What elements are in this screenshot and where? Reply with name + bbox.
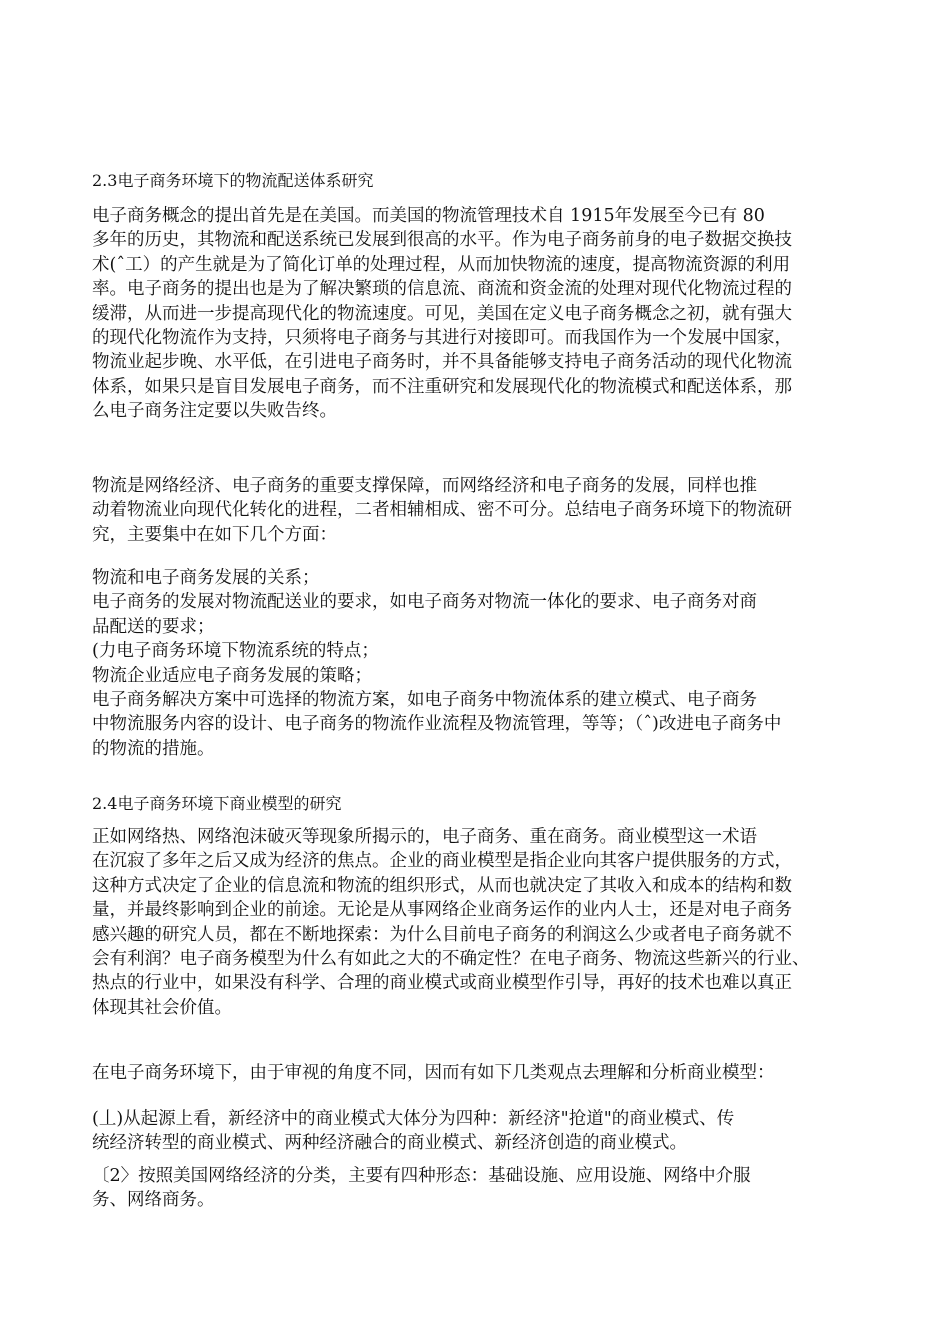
text-line: 术(ˆ工）的产生就是为了简化订单的处理过程，从而加快物流的速度，提高物流资源的利用 [92, 254, 791, 275]
text-line: 量，并最终影响到企业的前途。无论是从事网络企业商务运作的业内人士，还是对电子商务 [92, 900, 792, 921]
text-line: 体系，如果只是盲目发展电子商务，而不注重研究和发展现代化的物流模式和配送体系，那 [92, 376, 792, 397]
text-line: 感兴趣的研究人员，都在不断地探索：为什么目前电子商务的利润这么少或者电子商务就不 [92, 924, 792, 945]
paragraph-business-model [92, 825, 860, 1020]
research-topic-list [92, 566, 860, 761]
list-item: 中物流服务内容的设计、电子商务的物流作业流程及物流管理，等等；（ˆ)改进电子商务中 [92, 714, 782, 735]
list-item: (力电子商务环境下物流系统的特点； [92, 641, 379, 662]
text-line: 么电子商务注定要以失败告终。 [92, 401, 337, 422]
text-line: 物流是网络经济、电子商务的重要支撑保障，而网络经济和电子商务的发展，同样也推 [92, 476, 757, 496]
paragraph-viewpoint-origin [92, 1107, 860, 1156]
text-line: 究，主要集中在如下几个方面： [92, 524, 337, 545]
text-line: 统经济转型的商业模式、两种经济融合的商业模式、新经济创造的商业模式。 [92, 1133, 687, 1154]
text-line: 〔2〉按照美国网络经济的分类，主要有四种形态：基础设施、应用设施、网络中介服 [92, 1166, 751, 1186]
list-item: 物流企业适应电子商务发展的策略； [92, 665, 372, 686]
text-line: 多年的历史，其物流和配送系统已发展到很高的水平。作为电子商务前身的电子数据交换技 [92, 230, 792, 251]
section-heading-2-4: 2.4电子商务环境下商业模型的研究 [92, 794, 342, 813]
text-line: 缓滞，从而进一步提高现代化的物流速度。可见，美国在定义电子商务概念之初，就有强大 [92, 303, 792, 324]
list-item: 电子商务解决方案中可选择的物流方案，如电子商务中物流体系的建立模式、电子商务 [92, 690, 757, 711]
list-item: 电子商务的发展对物流配送业的要求，如电子商务对物流一体化的要求、电子商务对商 [92, 592, 757, 613]
text-line: 务、网络商务。 [92, 1190, 215, 1211]
text-line: 会有利润？电子商务模型为什么有如此之大的不确定性？在电子商务、物流这些新兴的行业、 [92, 949, 810, 970]
text-line: 这种方式决定了企业的信息流和物流的组织形式，从而也就决定了其收入和成本的结构和数 [92, 875, 792, 896]
text-line: 的现代化物流作为支持，只须将电子商务与其进行对接即可。而我国作为一个发展中国家， [92, 328, 792, 349]
list-item: 品配送的要求； [92, 616, 215, 637]
section-heading-2-3: 2.3电子商务环境下的物流配送体系研究 [92, 171, 374, 190]
text-line: 动着物流业向现代化转化的进程，二者相辅相成、密不可分。总结电子商务环境下的物流研 [92, 500, 792, 521]
text-line: 热点的行业中，如果没有科学、合理的商业模式或商业模型作引导，再好的技术也难以真正 [92, 973, 792, 994]
paragraph-logistics-support [92, 474, 860, 547]
paragraph-us-logistics [92, 204, 860, 424]
text-line: 物流业起步晚、水平低，在引进电子商务时，并不具备能够支持电子商务活动的现代化物流 [92, 352, 792, 373]
list-item: 物流和电子商务发展的关系； [92, 568, 320, 588]
text-line: 率。电子商务的提出也是为了解决繁琐的信息流、商流和资金流的处理对现代化物流过程的 [92, 279, 792, 300]
text-line: 在电子商务环境下，由于审视的角度不同，因而有如下几类观点去理解和分析商业模型： [92, 1063, 775, 1083]
paragraph-viewpoint-us-economy [92, 1164, 860, 1213]
list-item: 的物流的措施。 [92, 738, 215, 759]
text-line: (丄)从起源上看，新经济中的商业模式大体分为四种：新经济"抢道"的商业模式、传 [92, 1109, 735, 1129]
text-line: 体现其社会价值。 [92, 997, 232, 1018]
text-line: 电子商务概念的提出首先是在美国。而美国的物流管理技术自 1915年发展至今已有 80 [92, 206, 765, 226]
text-line: 正如网络热、网络泡沫破灭等现象所揭示的，电子商务、重在商务。商业模型这一术语 [92, 827, 757, 847]
paragraph-viewpoints-intro [92, 1061, 860, 1085]
text-line: 在沉寂了多年之后又成为经济的焦点。企业的商业模型是指企业向其客户提供服务的方式， [92, 851, 792, 872]
